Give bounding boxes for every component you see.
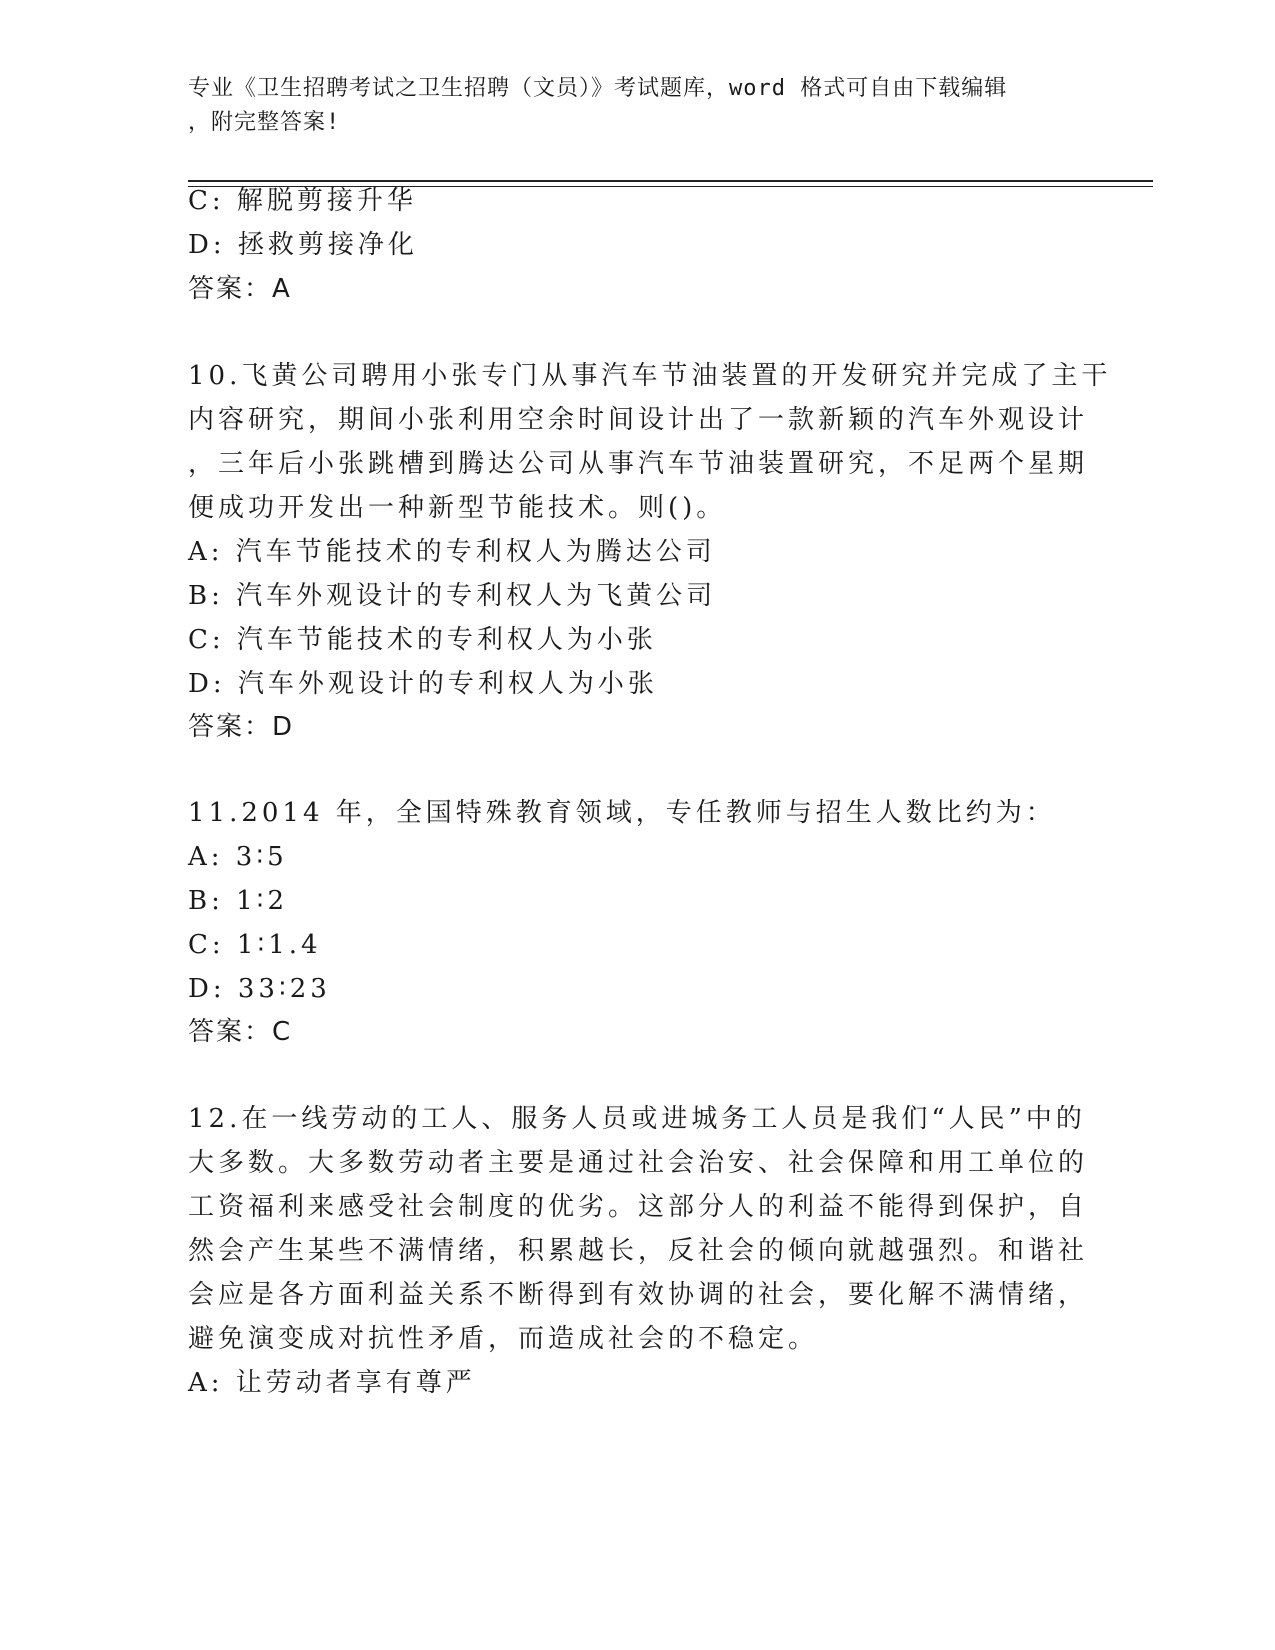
q9-answer: 答案：A	[188, 274, 292, 304]
q10-text-line-1: 10.飞黄公司聘用小张专门从事汽车节油装置的开发研究并完成了主干	[188, 361, 1112, 391]
q10-option-d: D: 汽车外观设计的专利权人为小张	[188, 669, 658, 699]
q11-option-b: B: 1∶2	[188, 886, 288, 916]
q11-answer: 答案：C	[188, 1017, 293, 1047]
q9-option-d: D: 拯救剪接净化	[188, 230, 418, 260]
q11-option-a: A: 3∶5	[188, 842, 288, 872]
q12-text-line-5: 会应是各方面利益关系不断得到有效协调的社会，要化解不满情绪，	[188, 1280, 1089, 1310]
q12-option-a: A: 让劳动者享有尊严	[188, 1368, 476, 1398]
q10-option-a: A: 汽车节能技术的专利权人为腾达公司	[188, 537, 716, 567]
q11-text-line-1: 11.2014 年，全国特殊教育领域，专任教师与招生人数比约为：	[188, 798, 1056, 828]
q11-option-d: D: 33∶23	[188, 974, 331, 1004]
q10-option-b: B: 汽车外观设计的专利权人为飞黄公司	[188, 581, 717, 611]
q12-text-line-2: 大多数。大多数劳动者主要是通过社会治安、社会保障和用工单位的	[188, 1148, 1089, 1178]
q12-text-line-3: 工资福利来感受社会制度的优劣。这部分人的利益不能得到保护，自	[188, 1192, 1089, 1222]
q10-option-c: C: 汽车节能技术的专利权人为小张	[188, 625, 657, 655]
q11-option-c: C: 1∶1.4	[188, 930, 322, 960]
q9-option-c: C: 解脱剪接升华	[188, 186, 417, 216]
q10-answer: 答案：D	[188, 712, 295, 742]
page-header	[188, 72, 1078, 140]
q10-text-line-2: 内容研究，期间小张利用空余时间设计出了一款新颖的汽车外观设计	[188, 405, 1089, 435]
header-line-2: ，附完整答案!	[188, 110, 341, 135]
header-line-1: 专业《卫生招聘考试之卫生招聘（文员）》考试题库，word 格式可自由下载编辑	[188, 76, 1008, 101]
q12-text-line-6: 避免演变成对抗性矛盾，而造成社会的不稳定。	[188, 1324, 819, 1354]
q10-text-line-4: 便成功开发出一种新型节能技术。则()。	[188, 493, 727, 523]
q12-text-line-4: 然会产生某些不满情绪，积累越长，反社会的倾向就越强烈。和谐社	[188, 1236, 1089, 1266]
q12-text-line-1: 12.在一线劳动的工人、服务人员或进城务工人员是我们“人民”中的	[188, 1104, 1086, 1134]
q10-text-line-3: ，三年后小张跳槽到腾达公司从事汽车节油装置研究，不足两个星期	[188, 449, 1089, 479]
